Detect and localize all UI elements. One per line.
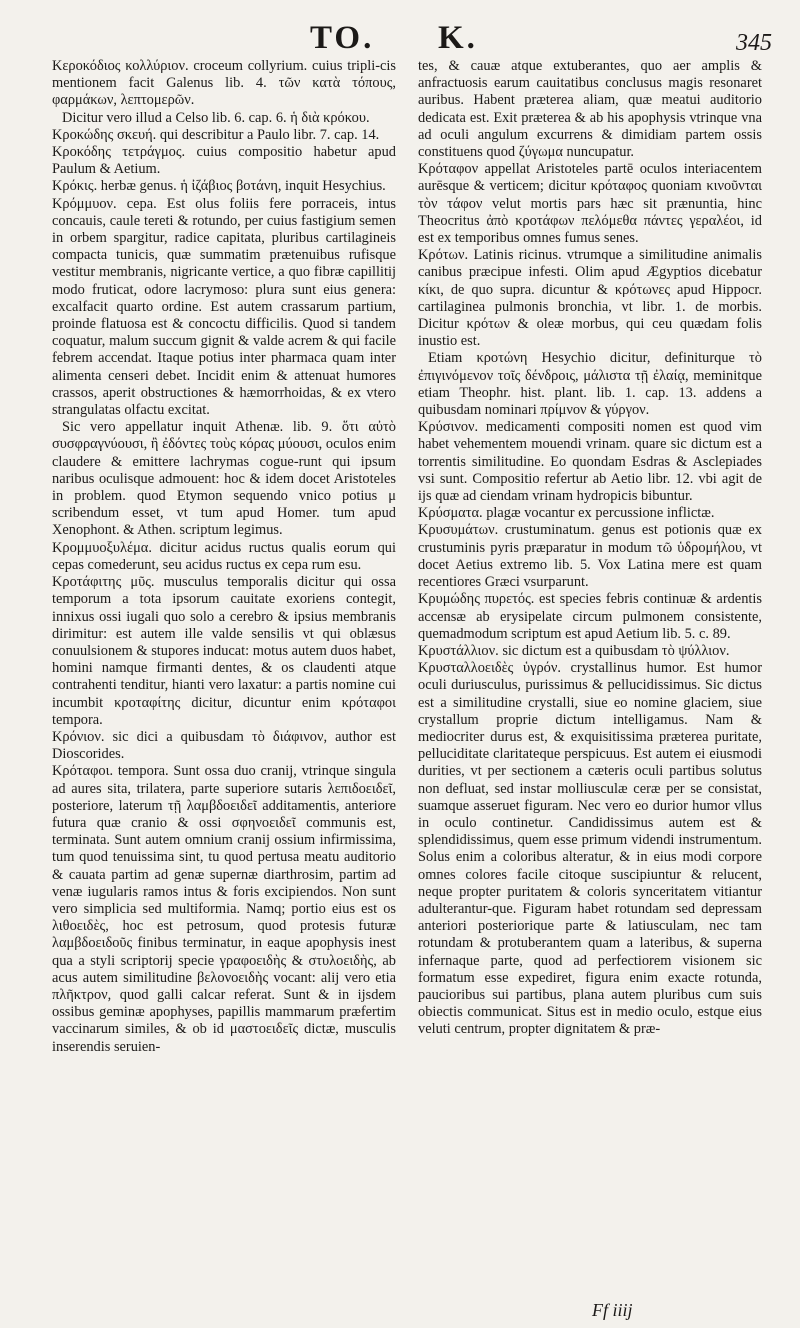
- right-column: [418, 58, 762, 1039]
- entry-paragraph: Κρόμμυον. cepa. Est olus foliis fere porraceis, intus concauis, caule tereti & rotundo, per cuius fastigium semen in orbem spargitur, radice capitata, pluribus cartilagineis compacta tunicis, quæ summatim prætenuibus rufisque vestitur membranis, nigricante vertice, a quo fibræ capillitij modo fruticat, odore lacrymoso: plura sunt eius genera: excalfacit quarto ordine. Est autem crassarum partium, proinde flatuosa est & concoctu difficilis. Quod si tandem coquatur, malum succum gignit & valde acrem & qui facile febrem accendat. Itaque potius inter pharmaca quam inter alimenta censeri debet. Incidit enim & attenuat humores crassos, aperit obstructiones & hæmorrhoidas, & ex vtero strangulatas olfactu excitat.: [52, 195, 396, 419]
- running-head-right: K.: [438, 20, 478, 56]
- entry-paragraph: Κρόνιον. sic dici a quibusdam τὸ διάφινον, author est Dioscorides.: [52, 728, 396, 763]
- signature-mark: Ff iiij: [592, 1300, 633, 1320]
- entry-paragraph: Κρυστάλλιον. sic dictum est a quibusdam τὸ ψύλλιον.: [418, 642, 730, 659]
- running-head-left: TO.: [310, 20, 375, 56]
- entry-paragraph: Κροτάφιτης μῦς. musculus temporalis dicitur qui ossa temporum a tota ipsorum cauitate exoriens contegit, innixus ossi iugali quo solo a cerebro & ipsius membranis dirimitur: est autem ille valde sensilis vt qui oblæsus conuulsionem & stupores inducat: motus autem duos habet, homini namque firmanti dentes, & os claudenti atque contrahenti tenditur, hianti vero laxatur: a partis nomine cui incumbit κροταφίτης dicitur, dicuntur enim κρόταφοι tempora.: [52, 574, 396, 728]
- left-column: [52, 58, 396, 1056]
- entry-paragraph: Κρύσματα. plagæ vocantur ex percussione inflictæ.: [418, 505, 715, 522]
- entry-paragraph: Κρυσυμάτων. crustuminatum. genus est potionis quæ ex crustuminis pyris præparatur in modum τῶ ὑδρομήλου, vt docet Aetius extremo lib. 5. Vox Latina mere est quam recentiores Græci vsurparunt.: [418, 522, 762, 591]
- entry-paragraph: Κροκόδης τετράγμος. cuius compositio habetur apud Paulum & Aetium.: [52, 144, 396, 178]
- entry-paragraph: Κρύσινον. medicamenti compositi nomen est quod vim habet vehementem mouendi vrinam. quare sic dictum est a torrentis similitudine. Eo quondam Esdras & Asclepiades vsi sunt. Compositio refertur ab Aetio libr. 12. vbi agit de ijs quæ ad ciendam vrinam hydropicis bibuntur.: [418, 419, 762, 505]
- entry-paragraph: Κρόταφον appellat Aristoteles partē oculos interiacentem aurēsque & verticem; dicitur κρόταφος quoniam κινοῦνται τὸν τάφον velut mortis pars hæc sit prænuntia, hinc Theocritus ἀπὸ κροτάφων πελόμεθα πάντες γεραλέοι, id est ex temporibus omnes fumus senes.: [418, 161, 762, 247]
- entry-paragraph: Κρότων. Latinis ricinus. vtrumque a similitudine animalis canibus præcipue infesti. Olim apud Ægyptios dicebatur κίκι, de quo supra. dicuntur & κρότωνες apud Hippocr. cartilaginea pulmonis bronchia, vt libr. 1. de morbis. Dicitur κρότων & oleæ morbus, qui ceu quædam folis inustio est.: [418, 247, 762, 350]
- entry-paragraph: Dicitur vero illud a Celso lib. 6. cap. 6. ἡ διὰ κρόκου.: [62, 109, 370, 126]
- entry-paragraph: Κρόταφοι. tempora. Sunt ossa duo cranij, vtrinque singula ad aures sita, trilatera, parte superiore sutaris λεπιδοειδεῖ, posteriore, laterum τῇ λαμβδοειδεῖ additamentis, anteriore futura quæ cranio & ossi σφηνοειδεῖ communis est, terminata. Sunt autem omnium cranij ossium infirmissima, tum quod tenuissima sint, tu quod pertusa meatu auditorio & cauata partim ad genæ supernæ diarthrosim, partim ad venæ iugularis ramos intus & foris excipiendos. Non sunt vero simplicia sed multiformia. Namq; portio eius est os λιθοειδὲς, hoc est petrosum, quod protesis futuræ λαμβδοειδοῦς finibus terminatur, in eaque apophysis inest qua a styli scriptorij specie γραφοειδὴς & στυλοειδὴς, ab acus autem similitudine βελονοειδὴς vocant: alij vero etia πλῆκτρον, quod galli calcar referat. Sunt & in ijsdem ossibus geminæ apophyses, papillis mammarum præfertim vaccinarum similes, & ob id μαστοειδεῖς dictæ, musculis inserendis seruien-: [52, 763, 396, 1055]
- entry-paragraph: Κρυμώδης πυρετός. est species febris continuæ & ardentis accensæ ab erysipelate circum pulmonem consistente, quemadmodum scriptum est apud Aetium lib. 5. c. 89.: [418, 591, 762, 642]
- entry-paragraph: Sic vero appellatur inquit Athenæ. lib. 9. ὅτι αὐτὸ συσφραγνύουσι, ἢ ἐδόντες τοὺς κόρας μύουσι, oculos enim claudere & emittere lachrymas cogue-runt qui ipsum naribus oculisque admouent: hoc & idem docet Aristoteles in problem. quod Etymon sequendo vnico potius μ scribendum esset, vt tum apud Homer. tum apud Xenophont. & Athen. scriptum legimus.: [52, 419, 396, 539]
- page-header: [0, 20, 800, 60]
- entry-paragraph: Etiam κροτώνη Hesychio dicitur, definiturque τὸ ἐπιγινόμενον τοῖς δένδροις, μάλιστα τῇ ἐλαίᾳ, meminitque etiam Theophr. hist. plant. lib. 1. cap. 13. addens a quibusdam nominari πρίμνον & γύργον.: [418, 350, 762, 419]
- page-number: 345: [736, 30, 772, 56]
- entry-paragraph: Κεροκόδιος κολλύριον. croceum collyrium. cuius tripli-cis mentionem facit Galenus lib. 4. τῶν κατὰ τόπους, φαρμάκων, λεπτομερῶν.: [52, 58, 396, 109]
- entry-paragraph: Κρυσταλλοειδὲς ὑγρόν. crystallinus humor. Est humor oculi duriusculus, purissimus & pellucidissimus. Sic dictus est a similitudine crystalli, siue eo nomine glaciem, siue crystallum proprie dictum intelligamus. Nam & mediocriter durus est, & exquisitissima præterea puritate, pelluciditate claritateque perspicuus. Est autem ei eiusmodi durities, vt per sectionem a cæteris oculi partibus solutus non defluat, sed instar molliusculæ ceræ per se consistat, suamque asseruet figuram. Nec vero eo durior humor vllus in oculo continetur. Candidissimus autem est & splendidissimus, quem esse primum videndi instrumentum. Solus enim a coloribus alteratur, & in eius modi corpore omnes colores facile citoque suscipiuntur & relucent, neque propter puritatem & coloris synceritatem vitiantur adulterantur-que. Figuram habet rotundam sed depressam anteriori posteriorique parte & latiusculam, nec tam rotundam & protuberantem quam a lateribus, & superna infernaque parte, quod ad perfectiorem visionem sic formatum esse expediret, figura enim exacte rotunda, paucioribus sui partibus, plana autem pluribus cum suis obiectis communicat. Situs est in medio oculo, estque eius veluti centrum, propter dignitatem & præ-: [418, 660, 762, 1038]
- entry-paragraph: Κροκώδης σκευή. qui describitur a Paulo libr. 7. cap. 14.: [52, 126, 380, 143]
- entry-paragraph: Κρόκις. herbæ genus. ἡ ἰζάβιος βοτάνη, inquit Hesychius.: [52, 178, 386, 195]
- entry-paragraph: tes, & cauæ atque extuberantes, quo aer amplis & anfractuosis earum cauitatibus conclusus magis resonaret auribus. Habent præterea aliam, quæ meatui auditorio dedicata est. Exit præterea & ab his apophysis vtrinque vna ad oculi angulum excurrens & dimidiam partem ossis constituens quod ζύγωμα nuncupatur.: [418, 58, 762, 161]
- entry-paragraph: Κρομμυοξυλέμα. dicitur acidus ructus qualis eorum qui cepas comederunt, seu acidus ructus ex cepa rum esu.: [52, 539, 396, 573]
